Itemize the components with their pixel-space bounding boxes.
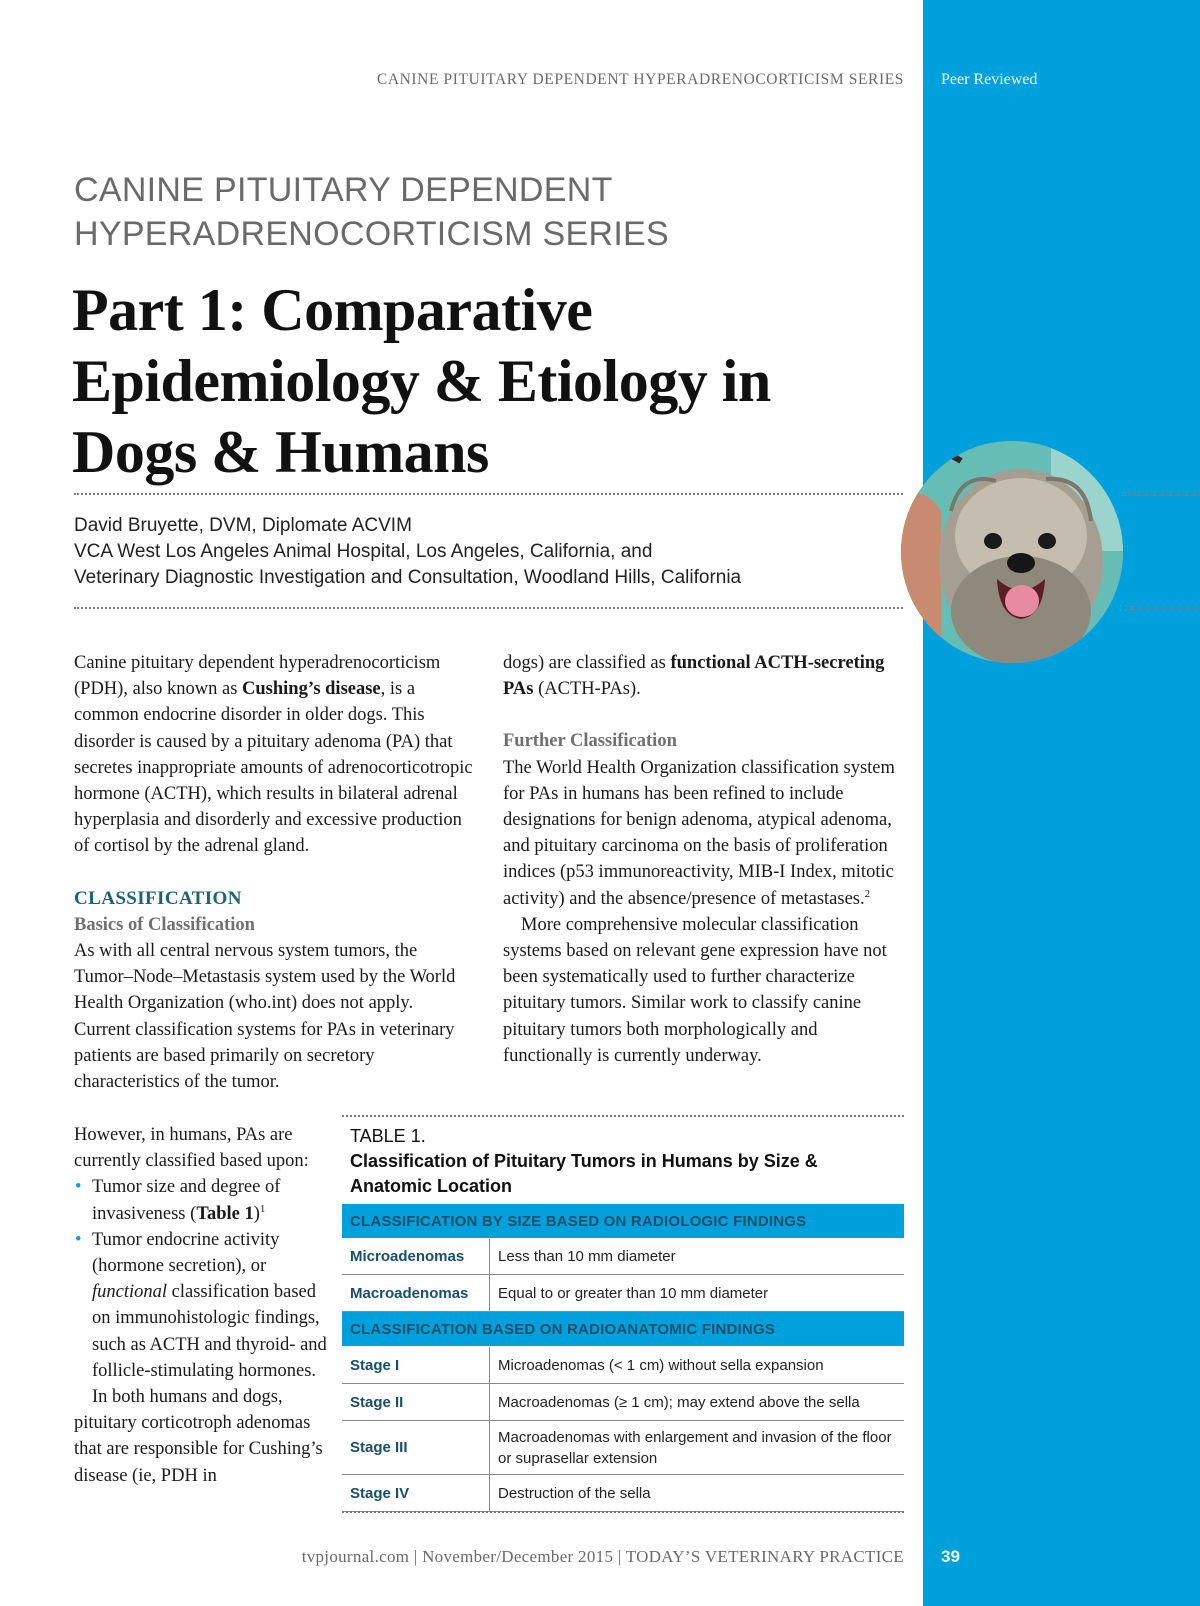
- article-title: [72, 275, 912, 488]
- paragraph: [503, 650, 908, 702]
- peer-reviewed-label: Peer Reviewed: [941, 71, 1038, 88]
- table-section-label: CLASSIFICATION BY SIZE BASED ON RADIOLOGIC FINDINGS: [342, 1204, 904, 1239]
- running-head: CANINE PITUITARY DEPENDENT HYPERADRENOCORTICISM SERIES: [376, 71, 904, 88]
- table-cell-value: Microadenomas (< 1 cm) without sella expansion: [490, 1347, 905, 1384]
- italic-term: functional: [92, 1282, 168, 1303]
- table-cell-key: Stage II: [342, 1384, 490, 1421]
- text-run: dogs) are classified as: [503, 653, 671, 673]
- section-heading: CLASSIFICATION: [74, 887, 242, 909]
- table-cell-value: Destruction of the sella: [490, 1475, 905, 1512]
- text-run: ): [253, 1203, 260, 1224]
- author-affiliation: Veterinary Diagnostic Investigation and Consultation, Woodland Hills, California: [74, 567, 742, 588]
- author-name: David Bruyette, DVM, Diplomate ACVIM: [74, 515, 412, 536]
- classification-table: [342, 1204, 904, 1512]
- text-run: (ACTH-PAs).: [533, 679, 641, 700]
- series-title: [74, 168, 894, 256]
- divider: [342, 1511, 904, 1513]
- table-title: Classification of Pituitary Tumors in Humans by Size & Anatomic Location: [350, 1151, 818, 1196]
- subsection-heading: Basics of Classification: [74, 914, 255, 935]
- page-number: 39: [941, 1547, 960, 1566]
- table-row: [342, 1475, 904, 1512]
- paragraph: As with all central nervous system tumors, the Tumor–Node–Metastasis system used by the World Health Organization (who.int) does not apply. Current classification systems for PAs in veterinary patients are based primarily on secretory characteristics of the tumor.: [74, 941, 456, 1093]
- table-1: [342, 1124, 904, 1512]
- divider: [1127, 607, 1200, 609]
- blue-sidebar: [923, 0, 1200, 1606]
- series-title-line: HYPERADRENOCORTICISM SERIES: [74, 215, 670, 253]
- citation: 2: [864, 887, 871, 900]
- author-affiliation: VCA West Los Angeles Animal Hospital, Los Angeles, California, and: [74, 541, 653, 562]
- paragraph: More comprehensive molecular classification systems based on relevant gene expression have not been systematically used to further characterize pituitary tumors. Similar work to classify canine pituitary tumors both morphologically and functionally is currently underway.: [503, 914, 887, 1066]
- table-section-label: CLASSIFICATION BASED ON RADIOANATOMIC FINDINGS: [342, 1312, 904, 1347]
- table-row: [342, 1384, 904, 1421]
- table-cell-key: Macroadenomas: [342, 1275, 490, 1312]
- body-column-left-narrow: [74, 1122, 332, 1489]
- body-column-right: [503, 650, 908, 1069]
- article-title-line: Epidemiology & Etiology in: [72, 348, 771, 414]
- table-section-header: [342, 1204, 904, 1239]
- divider: [74, 493, 903, 495]
- table-cell-value: Macroadenomas with enlargement and invasion of the floor or suprasellar extension: [490, 1421, 905, 1475]
- bullet-list: [74, 1174, 332, 1384]
- divider: [1127, 493, 1200, 495]
- table-row: [342, 1239, 904, 1275]
- table-section-header: [342, 1312, 904, 1347]
- table-cell-value: Macroadenomas (≥ 1 cm); may extend above the sella: [490, 1384, 905, 1421]
- subsection-heading: Further Classification: [503, 731, 677, 752]
- table-cell-key: Stage I: [342, 1347, 490, 1384]
- table-cell-key: Stage IV: [342, 1475, 490, 1512]
- table-cell-key: Microadenomas: [342, 1239, 490, 1275]
- text-run: , is a common endocrine disorder in older dogs. This disorder is caused by a pituitary adenoma (PA) that secretes inappropriate amounts of adrenocorticotropic hormone (ACTH), which results in bilateral adrenal hyperplasia and disorderly and excessive production of cortisol by the adrenal gland.: [74, 679, 473, 857]
- text-run: The World Health Organization classification system for PAs in humans has been refined to include designations for benign adenoma, atypical adenoma, and pituitary carcinoma on the basis of proliferation indices (p53 immunoreactivity, MIB-I Index, mitotic activity) and the absence/presence of metastases.: [503, 757, 895, 909]
- paragraph: [503, 755, 908, 912]
- text-run: Tumor endocrine activity (hormone secretion), or: [92, 1229, 280, 1277]
- divider: [342, 1115, 904, 1117]
- table-row: [342, 1421, 904, 1475]
- table-cell-value: Equal to or greater than 10 mm diameter: [490, 1275, 905, 1312]
- intro-paragraph: [74, 650, 474, 860]
- body-column-left: [74, 650, 474, 1095]
- bullet-item: [74, 1174, 332, 1226]
- dog-photo: [901, 441, 1123, 663]
- text-run: Canine pituitary dependent hyperadrenocorticism (PDH), also known as: [74, 653, 441, 700]
- page-footer: tvpjournal.com | November/December 2015 | TODAY’S VETERINARY PRACTICE: [301, 1547, 904, 1566]
- table-label: TABLE 1.: [350, 1126, 426, 1146]
- article-title-line: Part 1: Comparative: [72, 277, 593, 343]
- divider: [74, 607, 903, 609]
- text-run: classification based on immunohistologic findings, such as ACTH and thyroid- and follicle-stimulating hormones.: [92, 1282, 327, 1381]
- table-row: [342, 1347, 904, 1384]
- author-block: [74, 513, 914, 591]
- table-reference: Table 1: [196, 1203, 254, 1224]
- article-title-line: Dogs & Humans: [72, 419, 489, 485]
- paragraph: However, in humans, PAs are currently classified based upon:: [74, 1125, 309, 1172]
- table-cell-key: Stage III: [342, 1421, 490, 1475]
- table-row: [342, 1275, 904, 1312]
- series-title-line: CANINE PITUITARY DEPENDENT: [74, 171, 613, 209]
- bullet-item: [74, 1227, 332, 1384]
- bold-term: Cushing’s disease: [242, 679, 381, 700]
- bold-term: functional ACTH-secreting PAs: [503, 653, 885, 700]
- paragraph: In both humans and dogs, pituitary corticotroph adenomas that are responsible for Cushing’s disease (ie, PDH in: [74, 1387, 323, 1486]
- table-cell-value: Less than 10 mm diameter: [490, 1239, 905, 1275]
- citation: 1: [259, 1202, 266, 1215]
- text-run: Tumor size and degree of invasiveness (: [92, 1177, 281, 1224]
